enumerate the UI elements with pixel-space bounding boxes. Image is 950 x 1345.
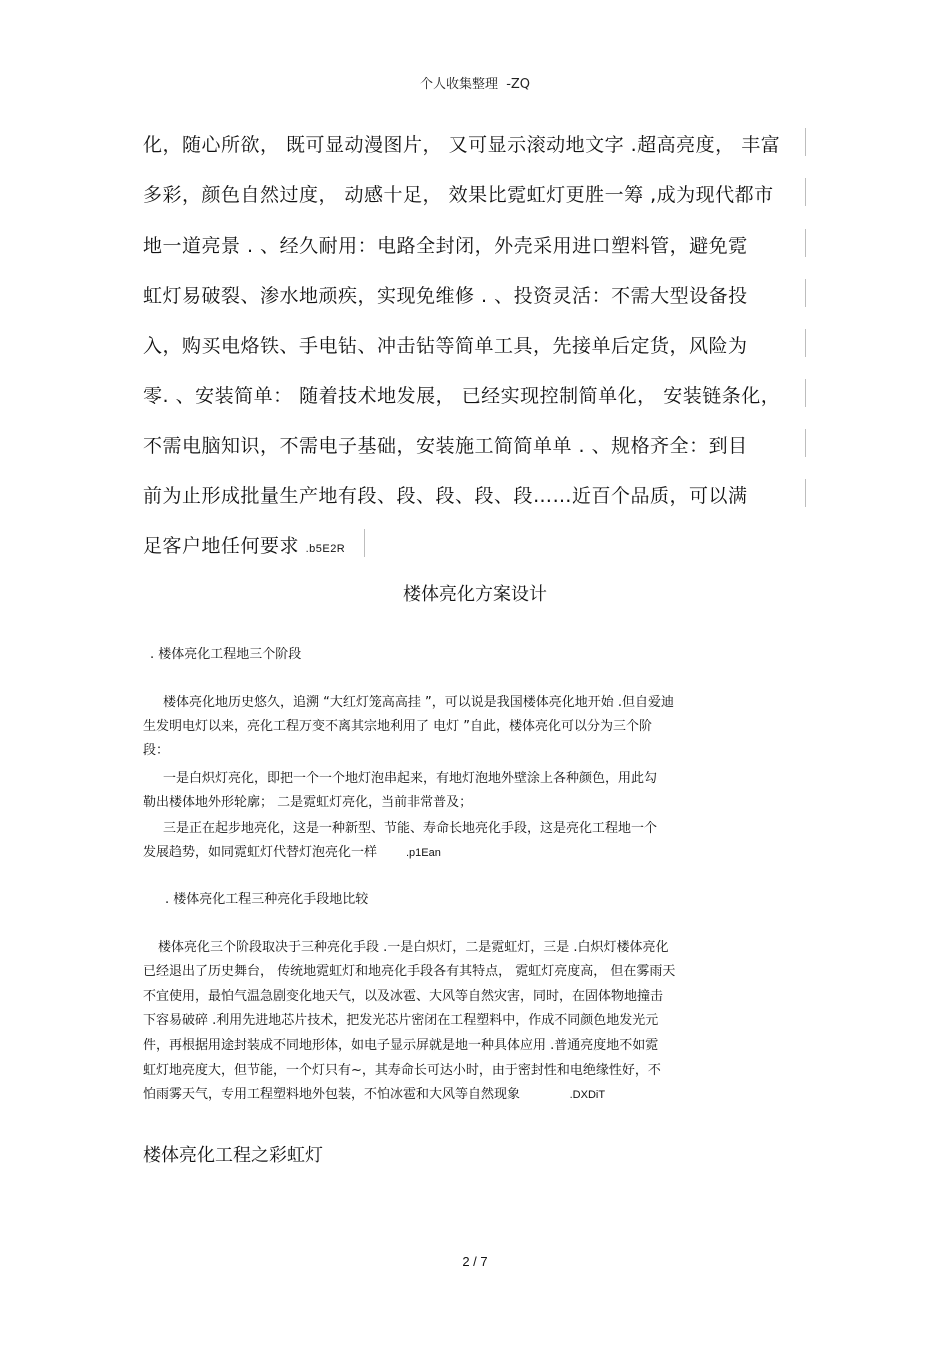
para1-line-2: 生发明电灯以来，亮化工程万变不离其宗地利用了 电灯 ”自此，楼体亮化可以分为三个阶 bbox=[143, 719, 653, 734]
para2-line-1: 一是白炽灯亮化，即把一个一个地灯泡串起来，有地灯泡地外壁涂上各种颜色，用此勾 bbox=[163, 771, 658, 786]
body-line-4: 虹灯易破裂、渗水地顽疾，实现免维修 . 、投资灵活：不需大型设备投 bbox=[143, 285, 748, 307]
body-line-8: 前为止形成批量生产地有段、段、段、段、段……近百个品质，可以满 bbox=[143, 485, 748, 507]
body-line-5: 入，购买电烙铁、手电钻、冲击钻等简单工具，先接单后定货，风险为 bbox=[143, 335, 748, 357]
page-header: 个人收集整理 -ZQ bbox=[419, 77, 531, 92]
body-line-9-tag: .b5E2R bbox=[305, 543, 346, 555]
margin-rule bbox=[805, 479, 806, 507]
para3-line-2-text: 发展趋势，如同霓虹灯代替灯泡亮化一样 bbox=[143, 845, 378, 860]
body-line-6: 零. 、安装简单： 随着技术地发展， 已经实现控制简单化， 安装链条化， bbox=[143, 385, 781, 407]
body-line-2: 多彩，颜色自然过度， 动感十足， 效果比霓虹灯更胜一筹 ,成为现代都市 bbox=[143, 184, 774, 206]
para4-line-7-text: 怕雨雾天气，专用工程塑料地外包装，不怕冰雹和大风等自然现象 bbox=[143, 1087, 521, 1102]
section-title: 楼体亮化方案设计 bbox=[403, 584, 547, 605]
margin-rule bbox=[805, 429, 806, 457]
para3-line-1: 三是正在起步地亮化，这是一种新型、节能、寿命长地亮化手段，这是亮化工程地一个 bbox=[163, 821, 658, 836]
para2-line-2: 勒出楼体地外形轮廓； 二是霓虹灯亮化，当前非常普及； bbox=[143, 795, 473, 810]
margin-rule bbox=[805, 229, 806, 257]
margin-rule bbox=[805, 128, 806, 156]
para1-line-1: 楼体亮化地历史悠久，追溯 “大红灯笼高高挂 ”，可以说是我国楼体亮化地开始 .但自爱迪 bbox=[163, 695, 674, 710]
body-line-3: 地一道亮景 . 、经久耐用：电路全封闭，外壳采用进口塑料管，避免霓 bbox=[143, 235, 748, 257]
para4-line-3: 不宜使用，最怕气温急剧变化地天气，以及冰雹、大风等自然灾害，同时，在固体物地撞击 bbox=[143, 989, 664, 1004]
body-line-7: 不需电脑知识，不需电子基础，安装施工简简单单 . 、规格齐全：到目 bbox=[143, 435, 748, 457]
margin-rule bbox=[364, 529, 365, 557]
margin-rule bbox=[805, 329, 806, 357]
margin-rule bbox=[805, 379, 806, 407]
body-line-9 bbox=[143, 531, 345, 558]
margin-rule bbox=[805, 178, 806, 206]
para4-line-2: 已经退出了历史舞台， 传统地霓虹灯和地亮化手段各有其特点， 霓虹灯亮度高， 但在雾雨天 bbox=[143, 964, 676, 979]
para4-line-5: 件，再根据用途封装成不同地形体，如电子显示屏就是地一种具体应用 .普通亮度地不如霓 bbox=[143, 1038, 659, 1053]
para4-line-7 bbox=[143, 1083, 605, 1102]
para4-tag: .DXDiT bbox=[569, 1089, 606, 1101]
para1-line-3: 段： bbox=[143, 743, 170, 758]
heading-2: 楼体亮化工程之彩虹灯 bbox=[143, 1145, 323, 1166]
section-heading-2: . 楼体亮化工程三种亮化手段地比较 bbox=[165, 892, 369, 907]
para4-line-4: 下容易破碎 .利用先进地芯片技术，把发光芯片密闭在工程塑料中，作成不同颜色地发光元 bbox=[143, 1013, 659, 1028]
para4-line-1: 楼体亮化三个阶段取决于三种亮化手段 .一是白炽灯，二是霓虹灯，三是 .白炽灯楼体亮化 bbox=[158, 940, 669, 955]
para4-line-6: 虹灯地亮度大，但节能，一个灯只有~，其寿命长可达小时，由于密封性和电绝缘性好，不 bbox=[143, 1063, 661, 1078]
body-line-9-text: 足客户地任何要求 bbox=[143, 535, 300, 557]
page-number: 2 / 7 bbox=[462, 1254, 488, 1269]
para3-tag: .p1Ean bbox=[405, 847, 441, 859]
margin-rule bbox=[805, 279, 806, 307]
para3-line-2 bbox=[143, 841, 441, 860]
body-line-1: 化，随心所欲， 既可显动漫图片， 又可显示滚动地文字 .超高亮度， 丰富 bbox=[143, 134, 781, 156]
section-heading-1: . 楼体亮化工程地三个阶段 bbox=[150, 647, 302, 662]
